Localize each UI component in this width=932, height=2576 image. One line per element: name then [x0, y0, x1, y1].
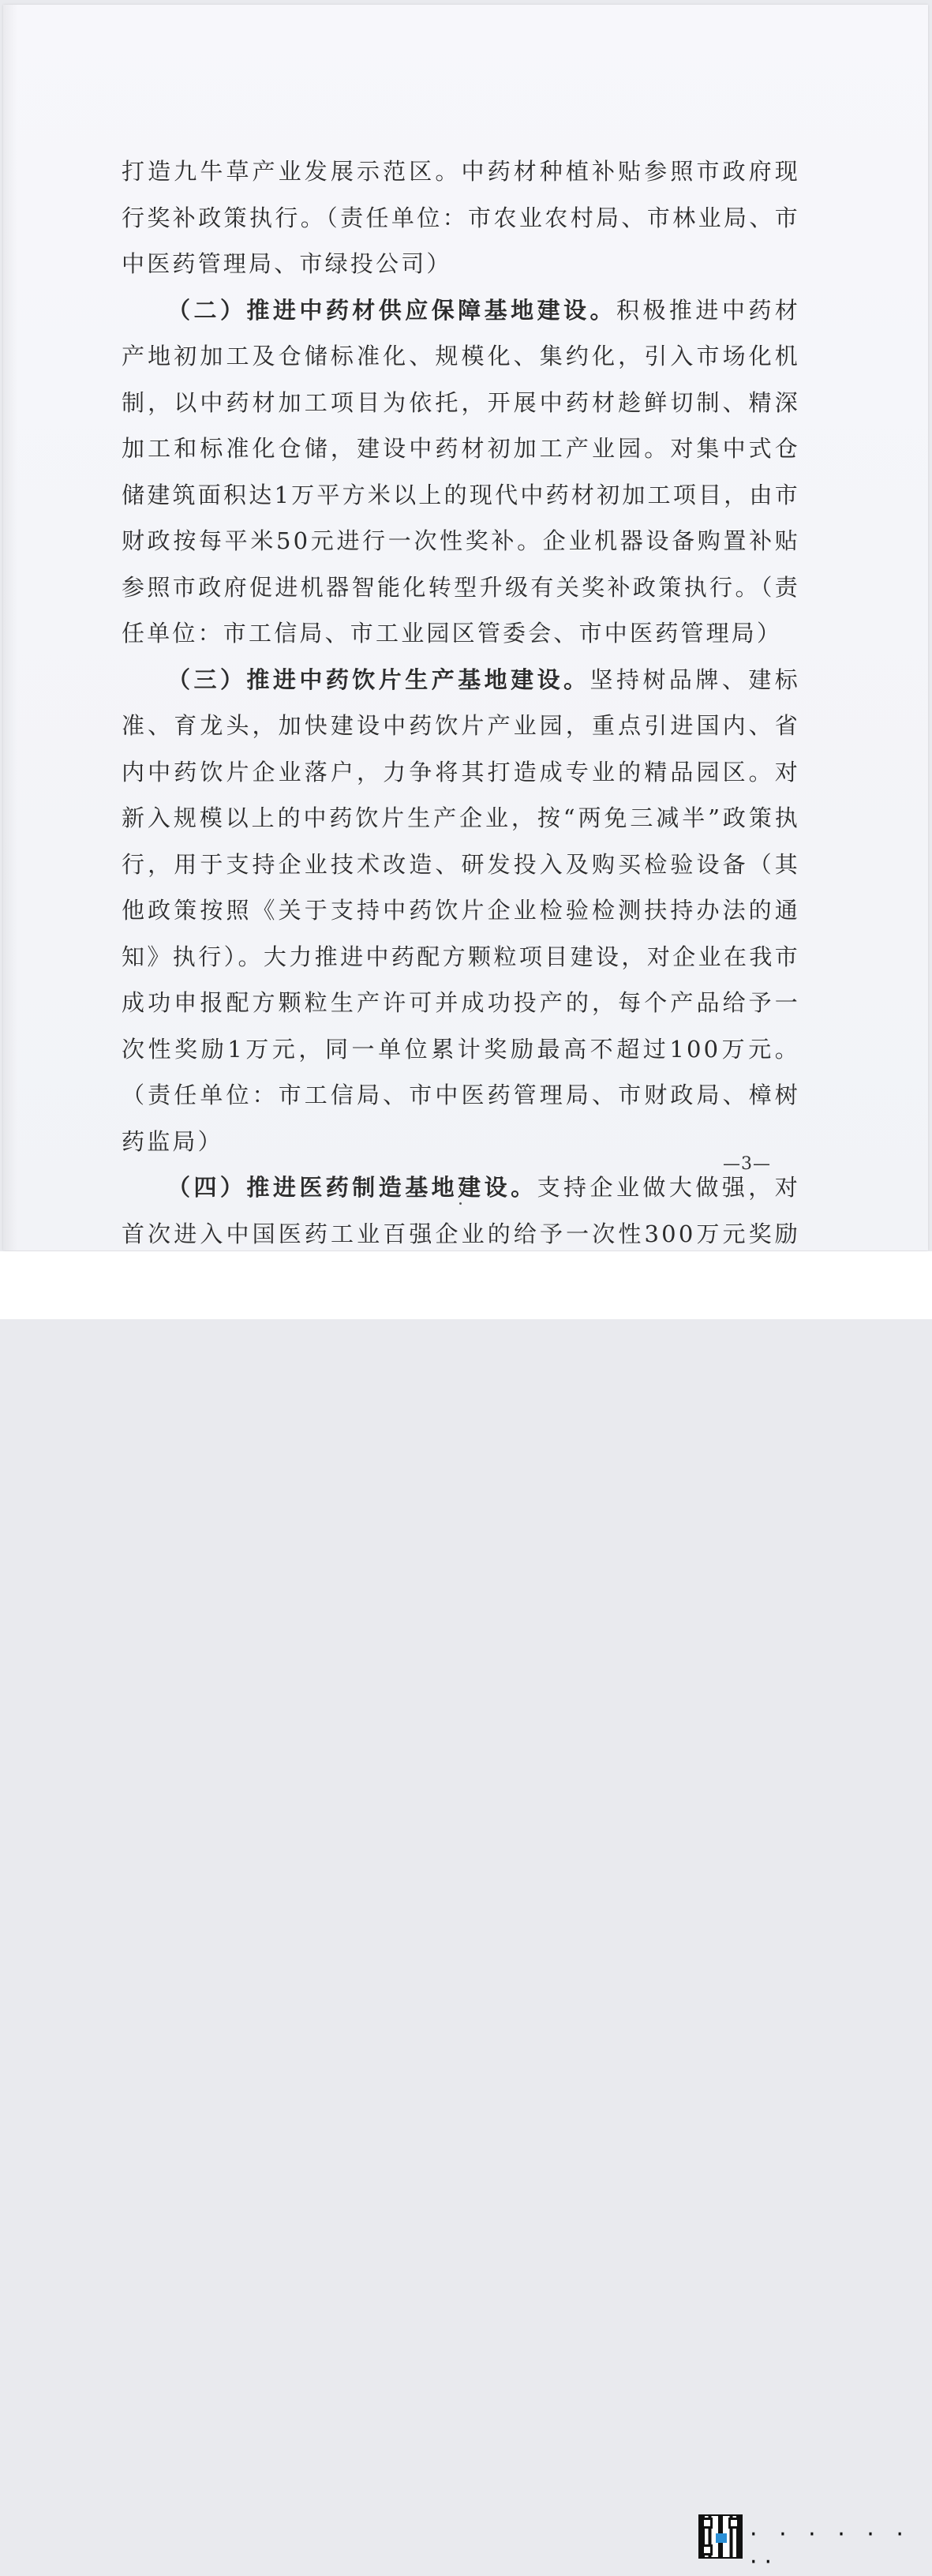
footer-strip	[0, 1251, 932, 2576]
paragraph-1-text: 打造九牛草产业发展示范区。中药材种植补贴参照市政府现行奖补政策执行。（责任单位：市农业农村局、市林业局、市中医药管理局、市绿投公司）	[122, 158, 800, 277]
paragraph-4-text: 支持企业做大做强，对首次进入中国医药工业百强企业的给予一次性300万元奖励	[122, 1174, 800, 1247]
document-page	[3, 5, 928, 1251]
footer-dots: · · · · · · ··	[750, 2521, 911, 2576]
qr-center-mark	[716, 2533, 727, 2543]
scan-speck	[459, 1202, 462, 1205]
body-text	[122, 148, 800, 1303]
paragraph-2	[122, 287, 800, 657]
paragraph-3-heading: （三）推进中药饮片生产基地建设。	[167, 666, 590, 693]
page-number: —3—	[723, 1154, 771, 1174]
page-edge-shadow	[3, 5, 17, 1251]
paragraph-3	[122, 657, 800, 1165]
qr-code-icon	[698, 2514, 743, 2559]
qr-finder-pattern	[702, 2544, 713, 2555]
paragraph-2-text: 积极推进中药材产地初加工及仓储标准化、规模化、集约化，引入市场化机制，以中药材加工项目为依托，开展中药材趁鲜切制、精深加工和标准化仓储，建设中药材初加工产业园。对集中式仓储建筑面积达1万平方米以上的现代中药材初加工项目，由市财政按每平米50元进行一次性奖补。企业机器设备购置补贴参照市政府促进机器智能化转型升级有关奖补政策执行。（责任单位：市工信局、市工业园区管委会、市中医药管理局）	[122, 296, 800, 647]
paragraph-2-heading: （二）推进中药材供应保障基地建设。	[167, 296, 616, 324]
paragraph-1	[122, 148, 800, 287]
paragraph-4-heading: （四）推进医药制造基地建设。	[167, 1174, 537, 1201]
paragraph-3-text: 坚持树品牌、建标准、育龙头，加快建设中药饮片产业园，重点引进国内、省内中药饮片企业落户，力争将其打造成专业的精品园区。对新入规模以上的中药饮片生产企业，按“两免三减半”政策执行，用于支持企业技术改造、研发投入及购买检验设备（其他政策按照《关于支持中药饮片企业检验检测扶持办法的通知》执行）。大力推进中药配方颗粒项目建设，对企业在我市成功申报配方颗粒生产许可并成功投产的，每个产品给予一次性奖励1万元，同一单位累计奖励最高不超过100万元。（责任单位：市工信局、市中医药管理局、市财政局、樟树药监局）	[122, 666, 800, 1155]
